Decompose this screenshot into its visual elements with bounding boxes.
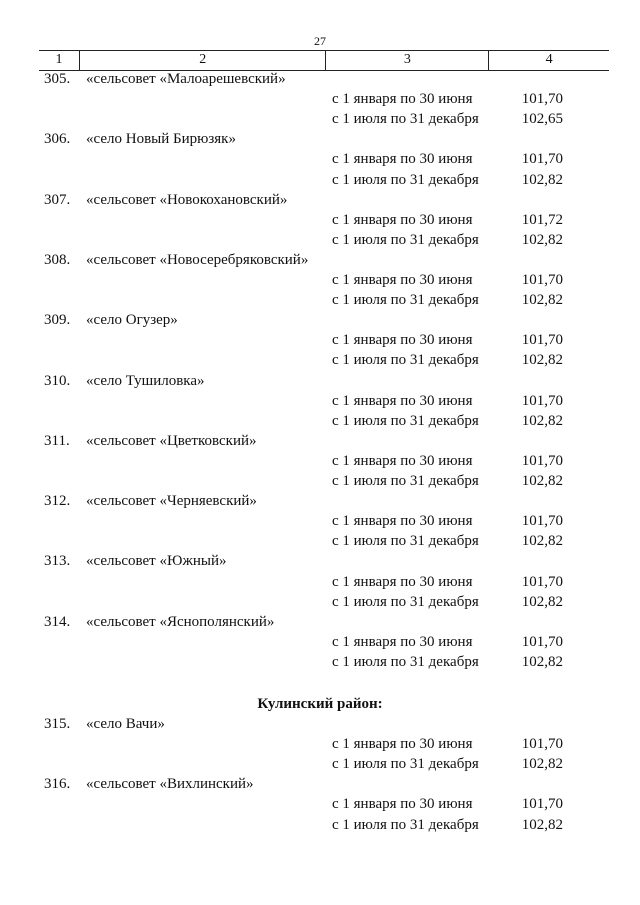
- period-value: 102,82: [521, 292, 563, 309]
- table-row: [0, 391, 640, 411]
- entry-name: «сельсовет «Новокохановский»: [86, 191, 288, 208]
- period-value: 102,82: [521, 473, 563, 489]
- period-value: 102,82: [521, 533, 563, 550]
- table-row: [0, 290, 640, 310]
- table-row: [0, 210, 640, 230]
- period-value: 101,70: [521, 796, 563, 813]
- district-heading: Кулинский район:: [257, 696, 383, 712]
- period-label: с 1 июля по 31 декабря: [332, 111, 479, 128]
- table-row: [0, 734, 640, 754]
- period-label: с 1 июля по 31 декабря: [332, 756, 479, 773]
- column-header-row: [39, 50, 609, 71]
- entry-number: 306.: [44, 131, 71, 148]
- period-value: 102,82: [521, 352, 563, 369]
- period-label: с 1 января по 30 июня: [332, 332, 473, 349]
- table-row: [0, 794, 640, 814]
- period-value: 102,82: [521, 653, 563, 670]
- period-value: 102,65: [521, 111, 563, 128]
- table-row: [0, 511, 640, 531]
- table-row: [0, 411, 640, 431]
- period-value: 101,72: [521, 211, 563, 228]
- entry-number: 307.: [44, 191, 71, 208]
- period-label: с 1 июля по 31 декабря: [332, 653, 479, 670]
- period-value: 101,70: [521, 736, 563, 753]
- period-label: с 1 июля по 31 декабря: [332, 816, 479, 833]
- entry-number: 314.: [44, 613, 71, 630]
- period-label: с 1 июля по 31 декабря: [332, 352, 479, 369]
- period-value: 101,70: [521, 332, 563, 349]
- entry-name: «село Новый Бирюзяк»: [86, 131, 236, 148]
- table-row: [0, 330, 640, 350]
- period-label: с 1 января по 30 июня: [332, 736, 473, 753]
- table-row: [0, 190, 640, 210]
- period-value: 102,82: [521, 593, 563, 610]
- table-row: [0, 774, 640, 794]
- table-row: [0, 551, 640, 571]
- entry-name: «сельсовет «Вихлинский»: [86, 776, 254, 793]
- table-row: [0, 109, 640, 129]
- period-label: с 1 июля по 31 декабря: [332, 171, 479, 188]
- table-row: [0, 149, 640, 169]
- period-value: 101,70: [521, 573, 563, 590]
- table-row: [0, 754, 640, 774]
- table-row: [0, 531, 640, 551]
- table-row: [0, 310, 640, 330]
- period-label: с 1 июля по 31 декабря: [332, 231, 479, 248]
- column-header-1: 1: [55, 52, 63, 67]
- period-value: 101,70: [521, 151, 563, 168]
- entry-number: 311.: [44, 432, 70, 449]
- table-row: [0, 471, 640, 491]
- table-row: [0, 350, 640, 370]
- table-row: [0, 592, 640, 612]
- column-header-2: 2: [79, 51, 326, 70]
- period-value: 102,82: [521, 231, 563, 248]
- entry-number: 313.: [44, 553, 71, 570]
- table-row: [0, 371, 640, 391]
- table-row: [0, 815, 640, 835]
- column-header-4: 4: [488, 51, 609, 70]
- entry-name: «село Вачи»: [86, 716, 165, 732]
- table-row: [0, 270, 640, 290]
- table-row: [0, 652, 640, 672]
- period-value: 101,70: [521, 272, 563, 288]
- period-value: 101,70: [521, 513, 563, 530]
- period-label: с 1 января по 30 июня: [332, 452, 473, 469]
- period-value: 102,82: [521, 816, 563, 833]
- period-label: с 1 января по 30 июня: [332, 91, 473, 108]
- table-row: [0, 451, 640, 471]
- period-label: с 1 января по 30 июня: [332, 573, 473, 590]
- entry-name: «сельсовет «Черняевский»: [86, 493, 257, 510]
- period-value: 101,70: [521, 392, 563, 409]
- entry-number: 312.: [44, 493, 71, 510]
- period-value: 101,70: [521, 633, 563, 650]
- period-label: с 1 января по 30 июня: [332, 513, 473, 530]
- period-label: с 1 января по 30 июня: [332, 211, 473, 228]
- entry-number: 305.: [44, 71, 71, 87]
- table-row: [0, 250, 640, 270]
- period-value: 102,82: [521, 412, 563, 429]
- period-value: 102,82: [521, 756, 563, 773]
- period-label: с 1 июля по 31 декабря: [332, 533, 479, 550]
- table-row: [0, 230, 640, 250]
- table-row: [0, 69, 640, 89]
- entry-name: «сельсовет «Малоарешевский»: [86, 71, 286, 87]
- entry-name: «сельсовет «Южный»: [86, 553, 227, 570]
- entry-name: «село Тушиловка»: [86, 372, 205, 389]
- entry-name: «сельсовет «Яснополянский»: [86, 613, 275, 630]
- period-label: с 1 января по 30 июня: [332, 796, 473, 813]
- entry-name: «село Огузер»: [86, 312, 178, 329]
- entry-number: 316.: [44, 776, 71, 793]
- entry-name: «сельсовет «Новосеребряковский»: [86, 251, 309, 268]
- page-number: 27: [314, 34, 326, 48]
- period-value: 101,70: [521, 91, 563, 108]
- table-row: [0, 89, 640, 109]
- period-label: с 1 июля по 31 декабря: [332, 412, 479, 429]
- table-row: [0, 431, 640, 451]
- column-header-3: 3: [325, 51, 488, 70]
- period-value: 102,82: [521, 171, 563, 188]
- period-label: с 1 января по 30 июня: [332, 392, 473, 409]
- entry-number: 309.: [44, 312, 71, 329]
- table-row: [0, 612, 640, 632]
- period-label: с 1 июля по 31 декабря: [332, 593, 479, 610]
- table-row: [0, 170, 640, 190]
- period-label: с 1 июля по 31 декабря: [332, 473, 479, 489]
- entry-number: 315.: [44, 716, 71, 732]
- table-row: [0, 632, 640, 652]
- period-label: с 1 января по 30 июня: [332, 272, 473, 288]
- table-row: [0, 714, 640, 734]
- table-row: [0, 491, 640, 511]
- entry-number: 308.: [44, 251, 71, 268]
- period-label: с 1 июля по 31 декабря: [332, 292, 479, 309]
- period-label: с 1 января по 30 июня: [332, 633, 473, 650]
- entry-name: «сельсовет «Цветковский»: [86, 432, 257, 449]
- table-row: [0, 129, 640, 149]
- period-value: 101,70: [521, 452, 563, 469]
- entry-number: 310.: [44, 372, 71, 389]
- period-label: с 1 января по 30 июня: [332, 151, 473, 168]
- table-row: [0, 572, 640, 592]
